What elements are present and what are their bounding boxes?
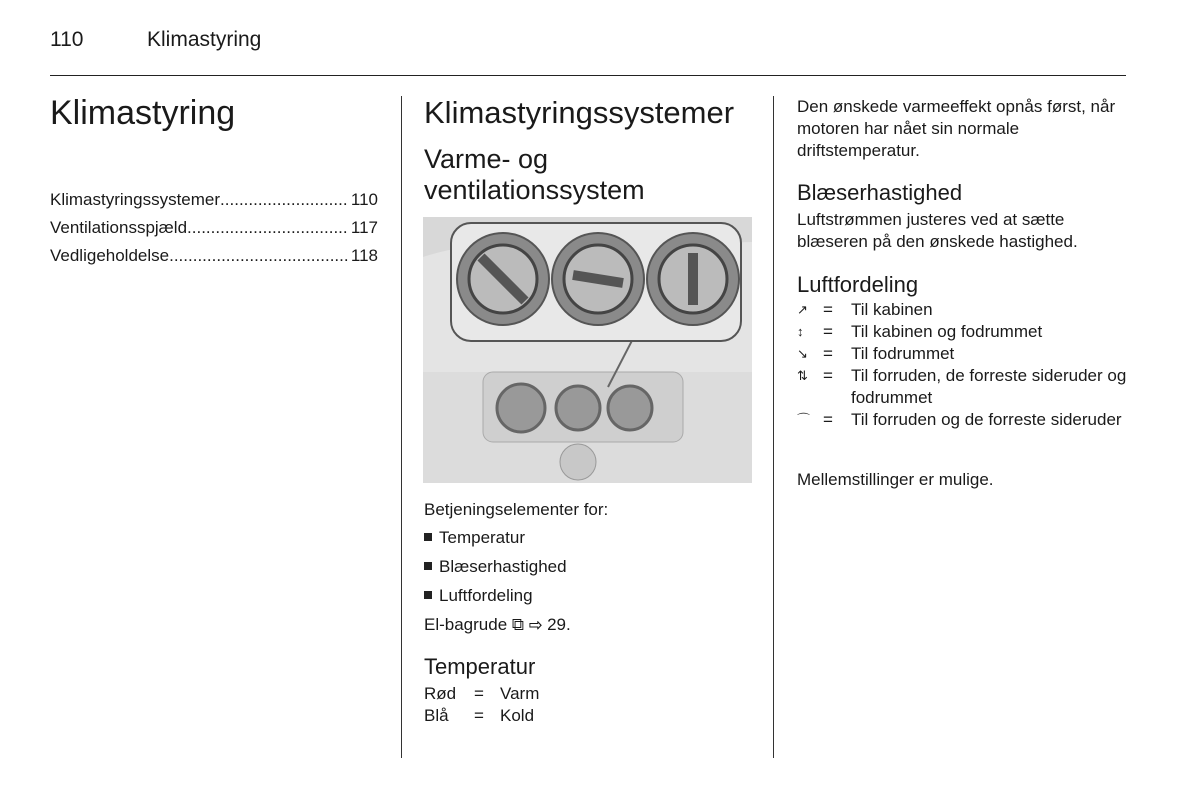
fan-speed-heading: Blæserhastighed (797, 180, 963, 205)
temp-eq: = (474, 706, 484, 725)
air-distribution-item (797, 299, 1131, 321)
air-distribution-item (797, 343, 1131, 365)
footwell-air-icon: ↘ (797, 346, 808, 361)
bullet-square-icon (424, 591, 432, 599)
equals-sign: = (823, 344, 833, 363)
bullet-item (424, 586, 533, 606)
temp-key: Blå (424, 706, 449, 725)
rear-window-heater-reference[interactable]: El-bagrude ⧉ ⇨ 29. (424, 615, 571, 634)
temperature-heading: Temperatur (424, 654, 536, 679)
toc-label: Ventilationsspjæld (50, 218, 188, 237)
intermediate-settings-note: Mellemstillinger er mulige. (797, 470, 994, 489)
bullet-text: Temperatur (439, 528, 525, 547)
climate-control-illustration (423, 217, 752, 483)
equals-sign: = (823, 300, 833, 319)
bullet-text: Blæserhastighed (439, 557, 567, 576)
column-divider-1 (401, 96, 402, 758)
controls-intro: Betjeningselementer for: (424, 500, 609, 519)
toc-label: Vedligeholdelse (50, 246, 170, 265)
air-distribution-text: Til fodrummet (851, 344, 955, 363)
temp-value: Varm (500, 684, 540, 703)
equals-sign: = (823, 322, 833, 341)
fan-speed-text: Luftstrømmen justeres ved at sætte blæseren på den ønskede hastighed. (797, 210, 1078, 251)
air-distribution-heading: Luftfordeling (797, 272, 919, 297)
air-distribution-text: Til kabinen og fodrummet (851, 322, 1043, 341)
section-heading: Klimastyringssystemer (424, 95, 735, 130)
air-distribution-text: Til kabinen (851, 300, 933, 319)
toc-page: 110 (350, 190, 378, 209)
toc-page: 118 (350, 246, 378, 265)
page-number: 110 (50, 28, 84, 51)
air-distribution-item (797, 365, 1131, 409)
bullet-text: Luftfordeling (439, 586, 533, 605)
air-distribution-text: Til forruden, de forreste sideruder og fodrummet (851, 366, 1127, 407)
warmup-paragraph: Den ønskede varmeeffekt opnås først, når motoren har nået sin normale driftstemperatur. (797, 97, 1116, 160)
windscreen-footwell-air-icon: ⇅ (797, 368, 808, 383)
column-divider-2 (773, 96, 774, 758)
temp-eq: = (474, 684, 484, 703)
toc-label: Klimastyringssystemer (50, 190, 221, 209)
toc-leader (169, 246, 348, 266)
toc-entry[interactable] (50, 190, 378, 210)
temp-value: Kold (500, 706, 535, 725)
chapter-title: Klimastyring (50, 94, 236, 132)
running-header-title: Klimastyring (147, 28, 262, 51)
temp-key: Rød (424, 684, 457, 703)
bullet-square-icon (424, 562, 432, 570)
toc-leader (187, 218, 348, 238)
subsection-heading: Varme- og ventilationssystem (424, 144, 645, 205)
air-distribution-item (797, 321, 1131, 343)
bullet-item (424, 557, 567, 577)
equals-sign: = (823, 410, 833, 429)
toc-page: 117 (350, 218, 378, 237)
windscreen-air-icon: ⌒ (797, 412, 811, 427)
cabin-air-icon: ↗ (797, 302, 808, 317)
bullet-square-icon (424, 533, 432, 541)
air-distribution-text: Til forruden og de forreste sideruder (851, 410, 1122, 429)
cabin-footwell-air-icon: ↕ (797, 324, 804, 339)
header-divider (50, 75, 1126, 76)
toc-entry[interactable] (50, 218, 378, 238)
equals-sign: = (823, 366, 833, 385)
toc-entry[interactable] (50, 246, 378, 266)
toc-leader (220, 190, 348, 210)
bullet-item (424, 528, 525, 548)
air-distribution-item (797, 409, 1131, 431)
